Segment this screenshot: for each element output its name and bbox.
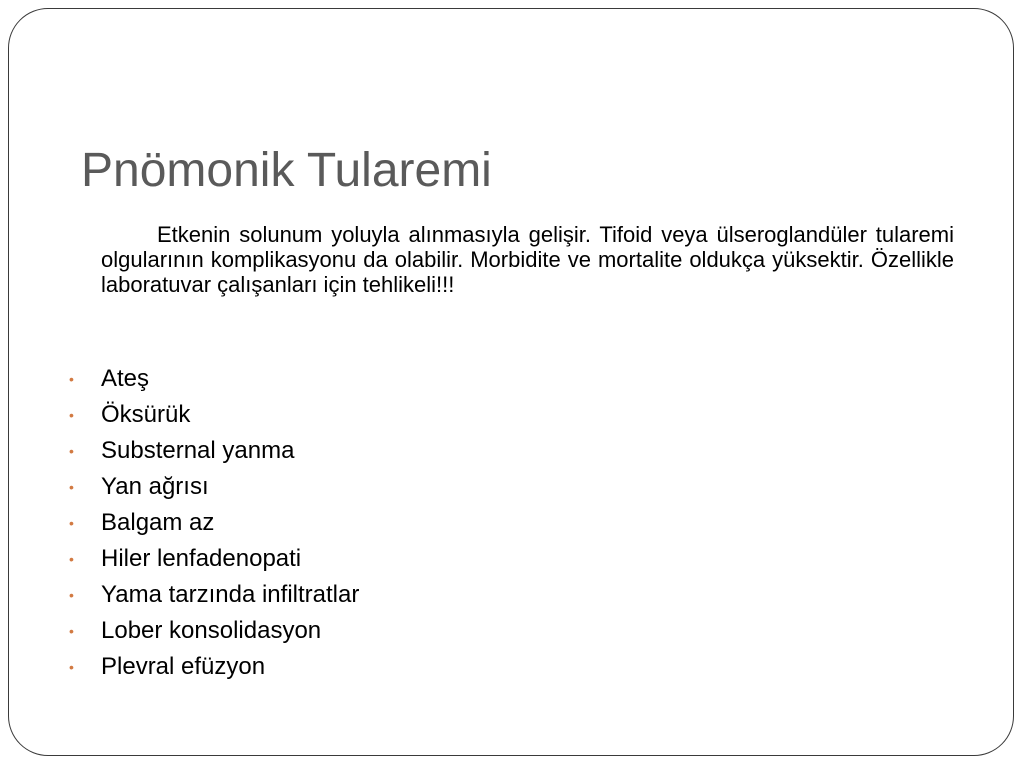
list-item-text: Balgam az (101, 509, 215, 536)
bullet-icon: • (69, 407, 74, 423)
list-item (69, 613, 359, 649)
bullet-icon: • (69, 479, 74, 495)
bullet-icon: • (69, 659, 74, 675)
slide-frame (8, 8, 1014, 756)
list-item-text: Yan ağrısı (101, 473, 209, 500)
bullet-icon: • (69, 515, 74, 531)
bullet-icon: • (69, 623, 74, 639)
list-item-text: Plevral efüzyon (101, 653, 266, 680)
list-item-text: Öksürük (101, 401, 191, 428)
bullet-icon: • (69, 443, 74, 459)
bullet-icon: • (69, 551, 74, 567)
list-item (69, 505, 359, 541)
list-item (69, 541, 359, 577)
bullet-icon: • (69, 371, 74, 387)
bullet-icon: • (69, 587, 74, 603)
list-item (69, 433, 359, 469)
list-item (69, 649, 359, 685)
slide-title: Pnömonik Tularemi (81, 144, 492, 197)
list-item (69, 469, 359, 505)
list-item-text: Hiler lenfadenopati (101, 545, 302, 572)
list-item (69, 361, 359, 397)
list-item-text: Yama tarzında infiltratlar (101, 581, 360, 608)
list-item-text: Ateş (101, 365, 150, 392)
list-item-text: Lober konsolidasyon (101, 617, 322, 644)
symptom-list (69, 361, 359, 685)
intro-paragraph: Etkenin solunum yoluyla alınmasıyla gelişir. Tifoid veya ülseroglandüler tularemi olgularının komplikasyonu da olabilir. Morbidite ve mortalite oldukça yüksektir. Özellikle laboratuvar çalışanları için tehlikeli!!! (101, 222, 954, 297)
list-item (69, 577, 359, 613)
list-item (69, 397, 359, 433)
list-item-text: Substernal yanma (101, 437, 295, 464)
